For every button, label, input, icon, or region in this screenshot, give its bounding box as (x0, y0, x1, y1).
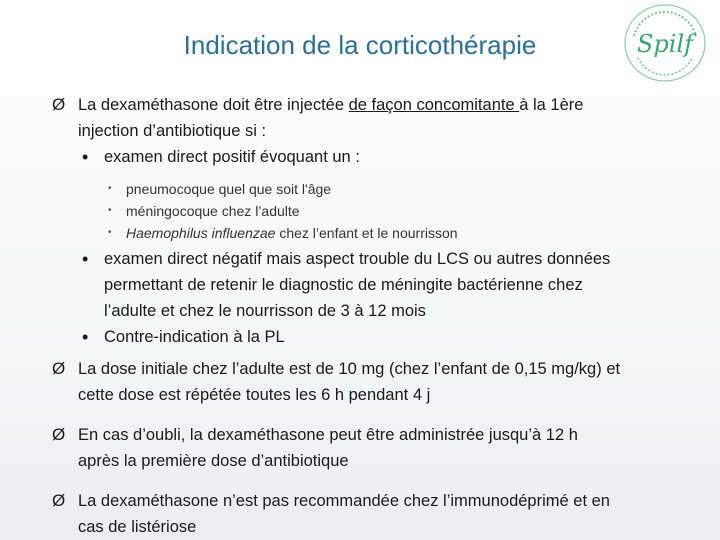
sub-bullet-1: • examen direct positif évoquant un : (52, 144, 692, 170)
bullet-icon: • (108, 205, 112, 216)
bullet-4: Ø La dexaméthasone n’est pas recommandée chez l’immunodéprimé et en cas de listériose (52, 488, 692, 540)
bullet-icon: • (108, 227, 112, 238)
bullet-2: Ø La dose initiale chez l’adulte est de 10 mg (chez l’enfant de 0,15 mg/kg) et cette dose est répétée toutes les 6 h pendant 4 j (52, 356, 692, 408)
slide-content (52, 92, 692, 540)
arrow-bullet-icon: Ø (52, 491, 66, 510)
sub-sub-bullet-2: • méningocoque chez l’adulte (52, 200, 692, 222)
sub-sub-bullet-3: • Haemophilus influenzae chez l’enfant et le nourrisson (52, 222, 692, 244)
sub-bullet-2: • examen direct négatif mais aspect trouble du LCS ou autres données permettant de retenir le diagnostic de méningite bactérienne chez l’adulte et chez le nourrisson de 3 à 12 mois (52, 246, 692, 324)
bullet-1: Ø La dexaméthasone doit être injectée de façon concomitante à la 1ère injection d’antibiotique si : (52, 92, 692, 144)
logo-text: Spilf (636, 30, 694, 58)
spilf-logo (620, 2, 710, 84)
arrow-bullet-icon: Ø (52, 95, 66, 114)
bullet-icon: • (82, 327, 89, 347)
bullet-icon: • (108, 183, 112, 194)
sub-bullet-3: • Contre-indication à la PL (52, 324, 692, 350)
bullet-icon: • (82, 249, 89, 269)
sub-sub-bullet-1: • pneumocoque quel que soit l'âge (52, 178, 692, 200)
underlined-text: de façon concomitante (348, 96, 520, 114)
bullet-3: Ø En cas d’oubli, la dexaméthasone peut être administrée jusqu’à 12 h après la première dose d’antibiotique (52, 422, 692, 474)
arrow-bullet-icon: Ø (52, 425, 66, 444)
bullet-icon: • (82, 147, 89, 167)
slide-title: Indication de la corticothérapie (183, 30, 537, 60)
arrow-bullet-icon: Ø (52, 359, 66, 378)
